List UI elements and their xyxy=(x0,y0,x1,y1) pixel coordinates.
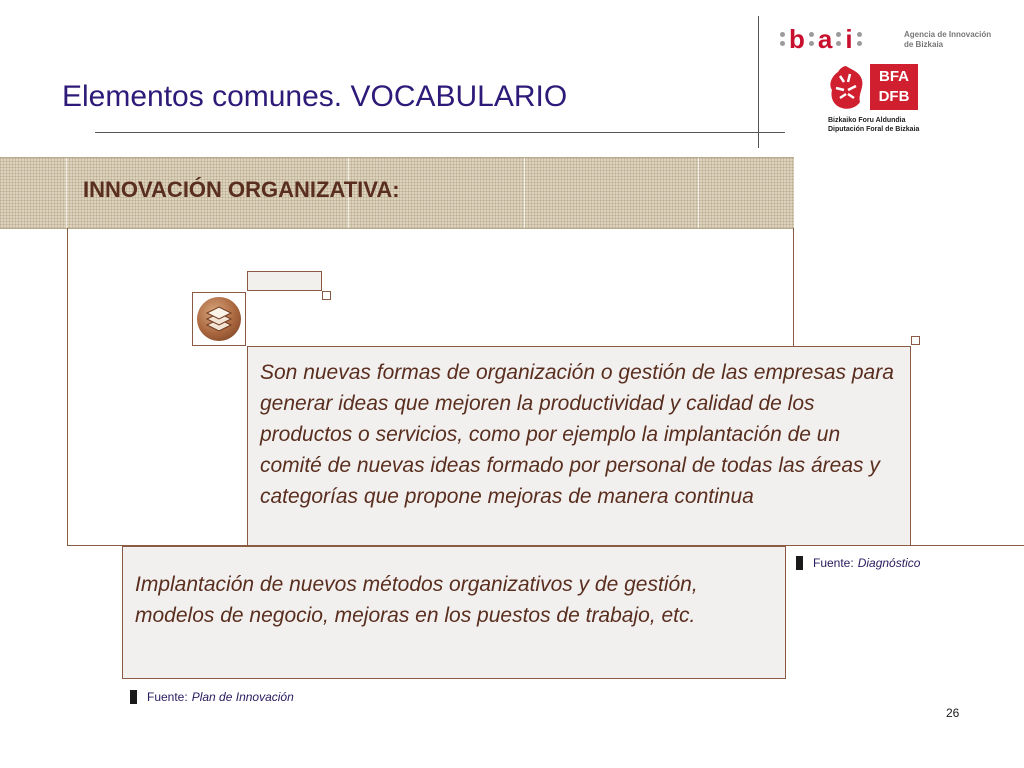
bfa-caption-line: Bizkaiko Foru Aldundia xyxy=(828,117,906,124)
page-number: 26 xyxy=(946,706,960,720)
source-citation xyxy=(796,556,920,570)
source-name: Diagnóstico xyxy=(857,556,921,570)
agency-line: Agencia de Innovación xyxy=(904,30,992,39)
source-citation xyxy=(130,690,294,704)
bfa-line: DFB xyxy=(878,88,910,105)
bfa-caption-line: Diputación Foral de Bizkaia xyxy=(828,126,920,133)
bullet-bar-icon xyxy=(796,556,803,570)
bai-logo xyxy=(776,26,866,52)
definition-text: Implantación de nuevos métodos organizativos y de gestión, modelos de negocio, mejoras en los puestos de trabajo, etc. xyxy=(135,573,698,627)
logo-dots xyxy=(836,32,841,46)
books-icon-frame xyxy=(192,292,246,346)
definition-box-primary xyxy=(247,346,911,546)
bfa-logo-box xyxy=(870,64,918,110)
slide-title: Elementos comunes. VOCABULARIO xyxy=(62,80,568,113)
frame-line xyxy=(67,228,68,546)
logo-dots xyxy=(809,32,814,46)
logo-dots xyxy=(857,32,862,46)
band-separator xyxy=(698,158,699,228)
frame-line xyxy=(793,228,794,346)
logo-dots xyxy=(780,32,785,46)
band-separator xyxy=(524,158,525,228)
bullet-bar-icon xyxy=(130,690,137,704)
logo-letter: i xyxy=(845,24,853,54)
bfa-line: BFA xyxy=(879,68,909,85)
definition-box-secondary xyxy=(122,546,786,679)
bfa-oak-leaf-icon xyxy=(826,64,866,112)
agency-line: de Bizkaia xyxy=(904,40,944,49)
section-heading: INNOVACIÓN ORGANIZATIVA: xyxy=(83,177,400,202)
decorative-square xyxy=(322,291,331,300)
source-name: Plan de Innovación xyxy=(191,690,294,704)
header-vertical-divider xyxy=(758,16,759,148)
books-icon xyxy=(197,297,241,341)
title-divider xyxy=(95,132,785,133)
logo-letter: b xyxy=(789,24,805,54)
decorative-tab xyxy=(247,271,322,291)
logo-letter: a xyxy=(817,24,833,54)
source-label: Fuente: xyxy=(813,556,854,570)
bfa-caption xyxy=(828,116,919,134)
agency-name xyxy=(904,30,1014,50)
band-separator xyxy=(66,158,67,228)
decorative-square xyxy=(911,336,920,345)
source-label: Fuente: xyxy=(147,690,188,704)
definition-text: Son nuevas formas de organización o gestión de las empresas para generar ideas que mejoren la productividad y calidad de los productos o servicios, como por ejemplo la implantación de un comité de nuevas ideas formado por personal de todas las áreas y categorías que propone mejoras de manera continua xyxy=(260,361,894,508)
